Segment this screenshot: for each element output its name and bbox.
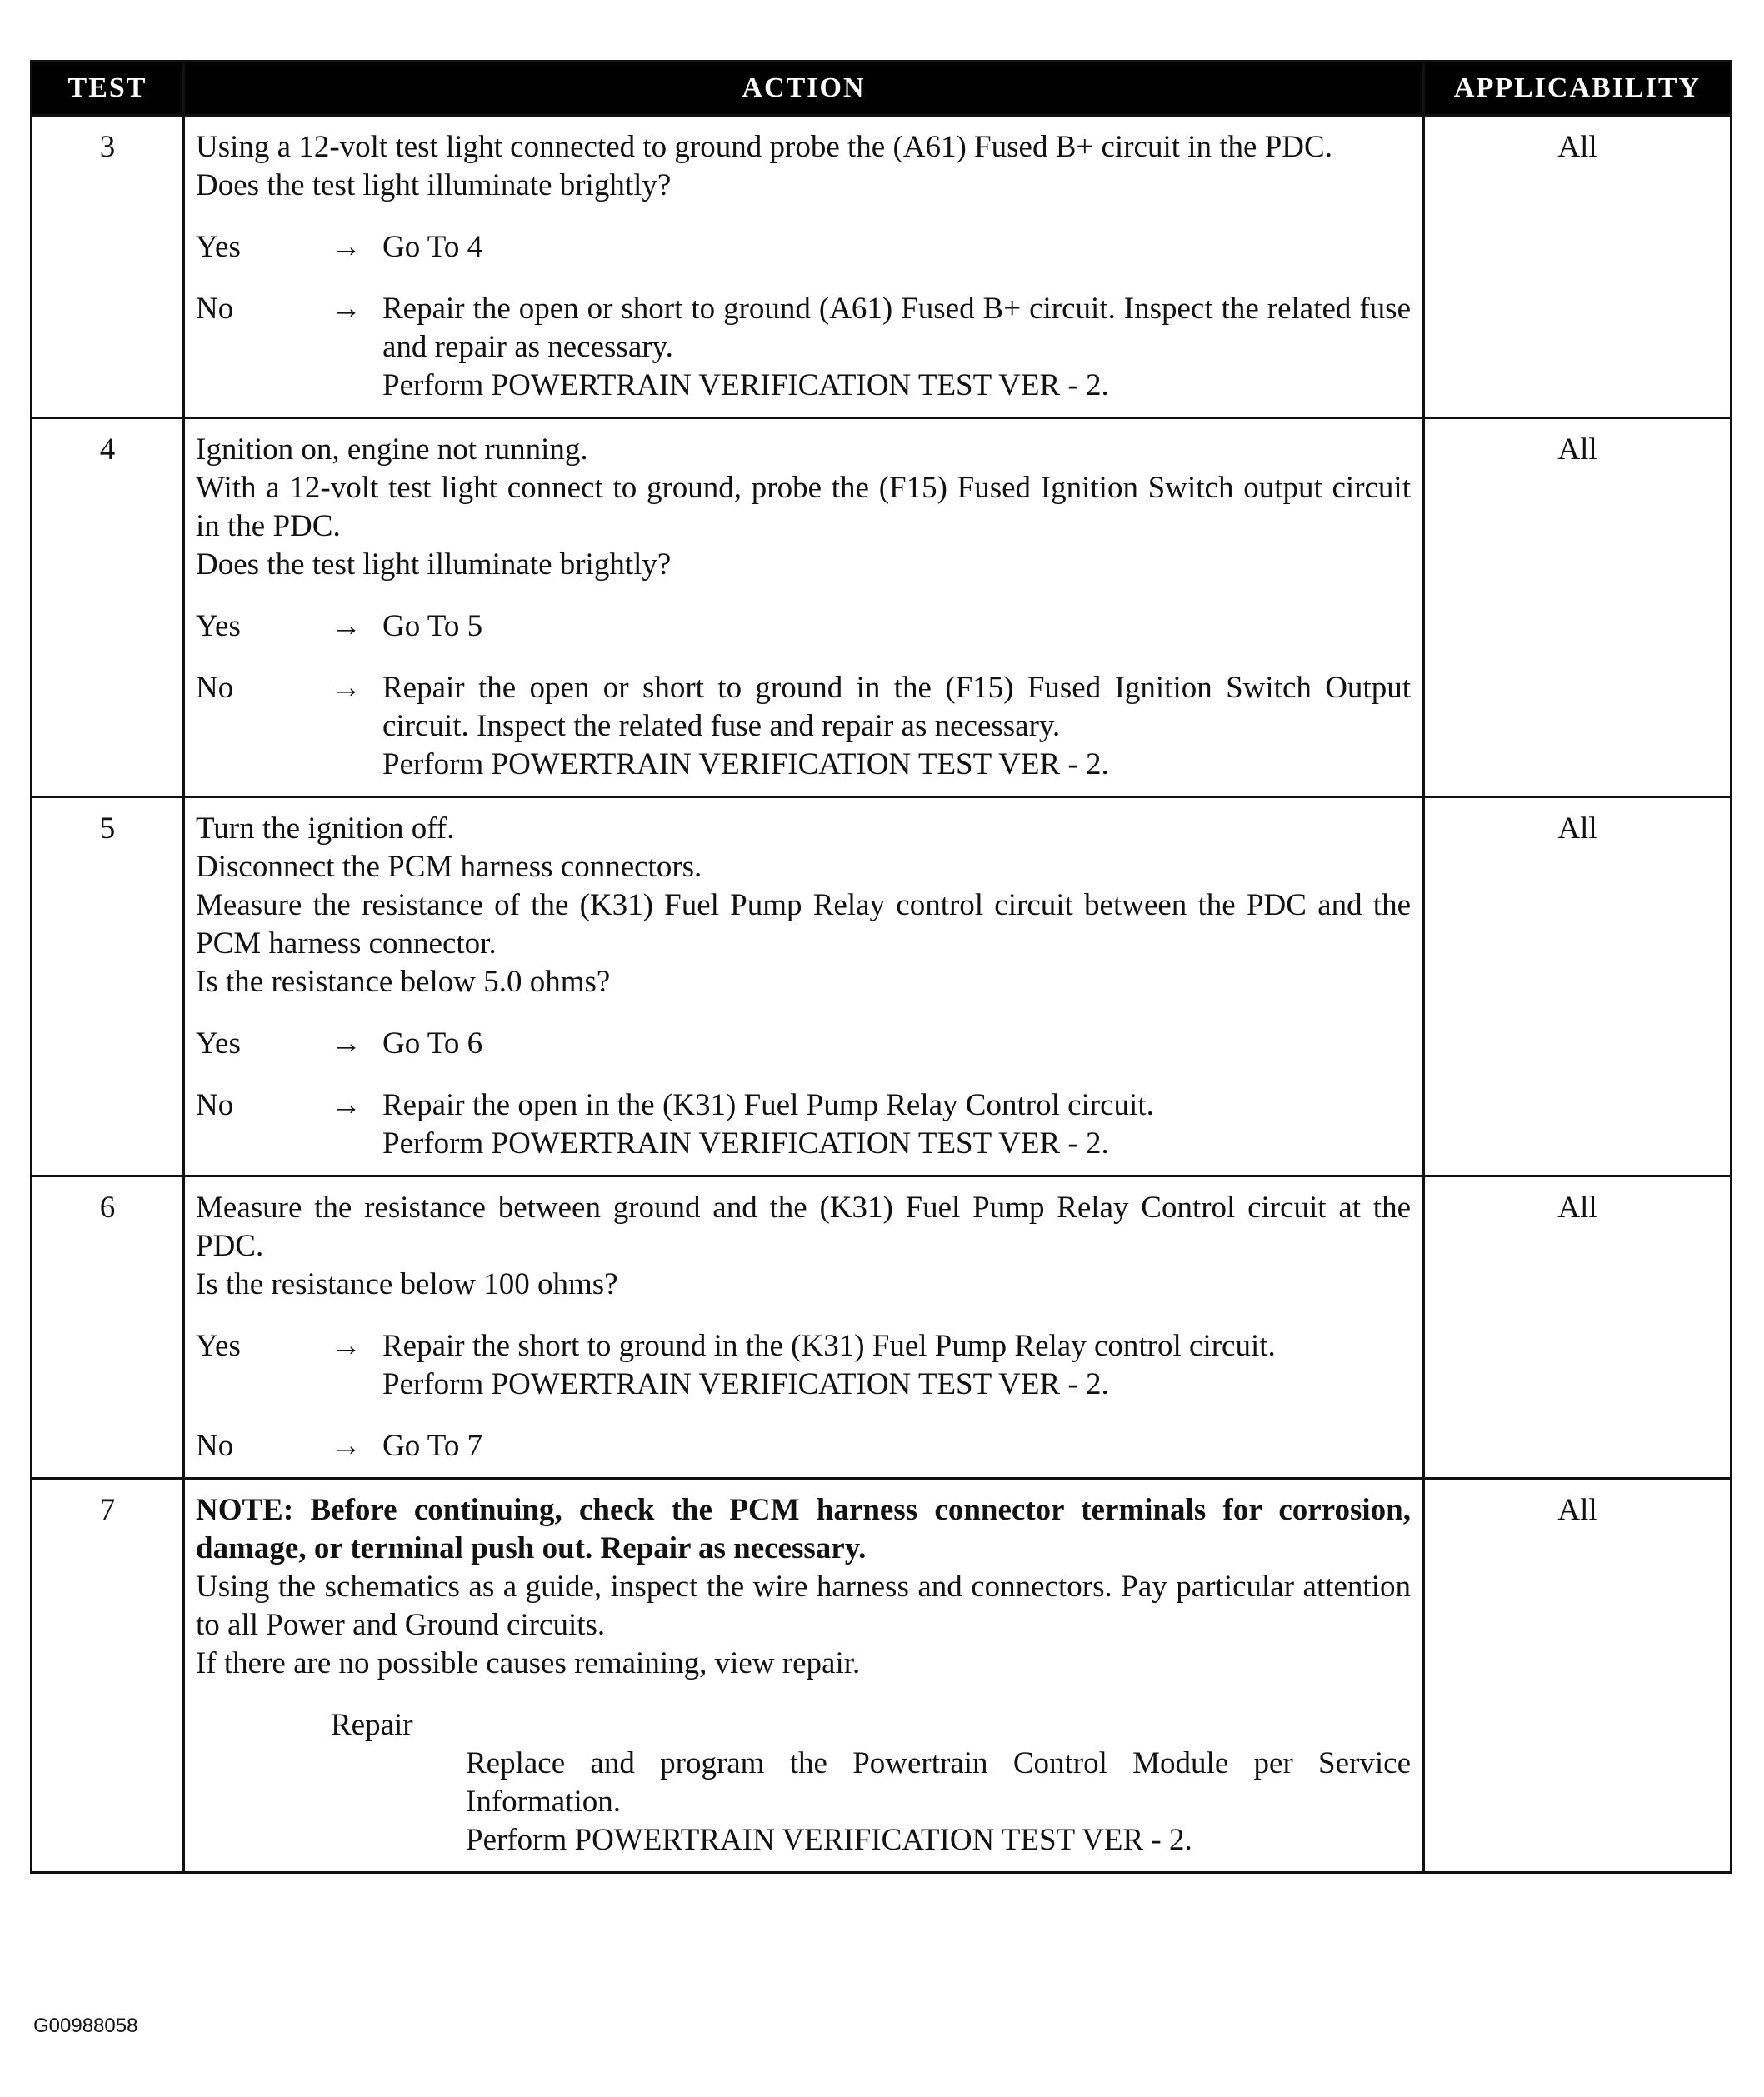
answer-yes xyxy=(196,607,1411,646)
answer-yes-label: Yes xyxy=(196,609,241,643)
answer-no-label: No xyxy=(196,292,234,326)
answer-no xyxy=(196,669,1411,784)
result-line: Repair the open in the (K31) Fuel Pump Relay Control circuit. xyxy=(382,1088,1154,1122)
answer-yes-result xyxy=(382,1025,1411,1063)
action-question: Is the resistance below 5.0 ohms? xyxy=(196,965,611,999)
action-cell xyxy=(184,1479,1424,1873)
repair-label: Repair xyxy=(331,1708,413,1742)
answer-yes xyxy=(196,1327,1411,1404)
answer-no xyxy=(196,1086,1411,1163)
answer-yes-label: Yes xyxy=(196,230,241,264)
test-number: 6 xyxy=(32,1176,184,1479)
repair-line: Replace and program the Powertrain Control Module per Service Information. xyxy=(466,1746,1411,1819)
arrow-icon: → xyxy=(331,1026,362,1061)
arrow-icon: → xyxy=(331,1088,362,1122)
applicability-value: All xyxy=(1424,1176,1732,1479)
table-row-test-5 xyxy=(32,797,1732,1176)
action-text: Disconnect the PCM harness connectors. xyxy=(196,850,702,884)
repair-line: Perform POWERTRAIN VERIFICATION TEST VER - 2. xyxy=(466,1823,1192,1857)
action-text: Ignition on, engine not running. xyxy=(196,432,588,467)
arrow-icon: → xyxy=(331,609,362,643)
answer-no-label: No xyxy=(196,1088,234,1122)
action-text: With a 12-volt test light connect to ground, probe the (F15) Fused Ignition Switch output circuit in the PDC. xyxy=(196,471,1411,543)
arrow-icon: → xyxy=(331,230,362,264)
result-line: Go To 4 xyxy=(382,230,483,264)
answer-no-result xyxy=(382,1427,1411,1465)
note-text: NOTE: Before continuing, check the PCM harness connector terminals for corrosion, damage, or terminal push out. Repair as necessary. xyxy=(196,1493,1411,1565)
repair-instructions xyxy=(196,1745,1411,1860)
action-text: Measure the resistance between ground and the (K31) Fuel Pump Relay Control circuit at the PDC. xyxy=(196,1191,1411,1263)
result-line: Repair the open or short to ground (A61) Fused B+ circuit. Inspect the related fuse and repair as necessary. xyxy=(382,292,1411,364)
action-text: Using the schematics as a guide, inspect the wire harness and connectors. Pay particular attention to all Power and Ground circuits. xyxy=(196,1570,1411,1642)
arrow-icon: → xyxy=(331,292,362,326)
test-number: 7 xyxy=(32,1479,184,1873)
result-line: Perform POWERTRAIN VERIFICATION TEST VER - 2. xyxy=(382,747,1109,781)
applicability-value: All xyxy=(1424,797,1732,1176)
answer-no xyxy=(196,290,1411,405)
action-question: Is the resistance below 100 ohms? xyxy=(196,1267,618,1301)
answer-yes xyxy=(196,1025,1411,1063)
action-text: Using a 12-volt test light connected to ground probe the (A61) Fused B+ circuit in the PDC. xyxy=(196,130,1332,164)
answer-no xyxy=(196,1427,1411,1465)
arrow-icon: → xyxy=(331,671,362,705)
result-line: Perform POWERTRAIN VERIFICATION TEST VER - 2. xyxy=(382,1367,1109,1401)
action-text: Measure the resistance of the (K31) Fuel Pump Relay control circuit between the PDC and the PCM harness connector. xyxy=(196,888,1411,961)
arrow-icon: → xyxy=(331,1329,362,1363)
column-header-action: ACTION xyxy=(184,62,1424,116)
applicability-value: All xyxy=(1424,418,1732,797)
result-line: Perform POWERTRAIN VERIFICATION TEST VER - 2. xyxy=(382,1126,1109,1161)
result-line: Go To 6 xyxy=(382,1026,483,1061)
answer-yes-result xyxy=(382,1327,1411,1404)
result-line: Repair the short to ground in the (K31) Fuel Pump Relay control circuit. xyxy=(382,1329,1276,1363)
table-header-row xyxy=(32,62,1732,116)
arrow-icon: → xyxy=(331,1429,362,1463)
answer-yes-label: Yes xyxy=(196,1026,241,1061)
test-number: 3 xyxy=(32,116,184,418)
diagnostic-test-table xyxy=(30,60,1732,1874)
answer-no-result xyxy=(382,669,1411,784)
test-number: 4 xyxy=(32,418,184,797)
answer-no-label: No xyxy=(196,671,234,705)
applicability-value: All xyxy=(1424,116,1732,418)
answer-no-label: No xyxy=(196,1429,234,1463)
table-row-test-6 xyxy=(32,1176,1732,1479)
answer-yes-result xyxy=(382,228,1411,267)
table-row-test-3 xyxy=(32,116,1732,418)
result-line: Go To 5 xyxy=(382,609,483,643)
table-row-test-7 xyxy=(32,1479,1732,1873)
result-line: Repair the open or short to ground in the (F15) Fused Ignition Switch Output circuit. Inspect the related fuse and repair as necessary. xyxy=(382,671,1411,743)
answer-no-result xyxy=(382,1086,1411,1163)
action-question: Does the test light illuminate brightly? xyxy=(196,547,672,582)
action-text: If there are no possible causes remaining, view repair. xyxy=(196,1646,861,1680)
result-line: Perform POWERTRAIN VERIFICATION TEST VER - 2. xyxy=(382,368,1109,402)
result-line: Go To 7 xyxy=(382,1429,483,1463)
action-text: Turn the ignition off. xyxy=(196,811,455,846)
answer-yes-label: Yes xyxy=(196,1329,241,1363)
action-question: Does the test light illuminate brightly? xyxy=(196,168,672,202)
diagnostic-test-sheet xyxy=(30,60,1730,1874)
test-number: 5 xyxy=(32,797,184,1176)
answer-yes-result xyxy=(382,607,1411,646)
applicability-value: All xyxy=(1424,1479,1732,1873)
answer-yes xyxy=(196,228,1411,267)
action-cell xyxy=(184,418,1424,797)
figure-id: G00988058 xyxy=(33,2015,138,2037)
answer-no-result xyxy=(382,290,1411,405)
table-row-test-4 xyxy=(32,418,1732,797)
action-cell xyxy=(184,1176,1424,1479)
action-cell xyxy=(184,116,1424,418)
action-cell xyxy=(184,797,1424,1176)
column-header-test: TEST xyxy=(32,62,184,116)
column-header-applicability: APPLICABILITY xyxy=(1424,62,1732,116)
